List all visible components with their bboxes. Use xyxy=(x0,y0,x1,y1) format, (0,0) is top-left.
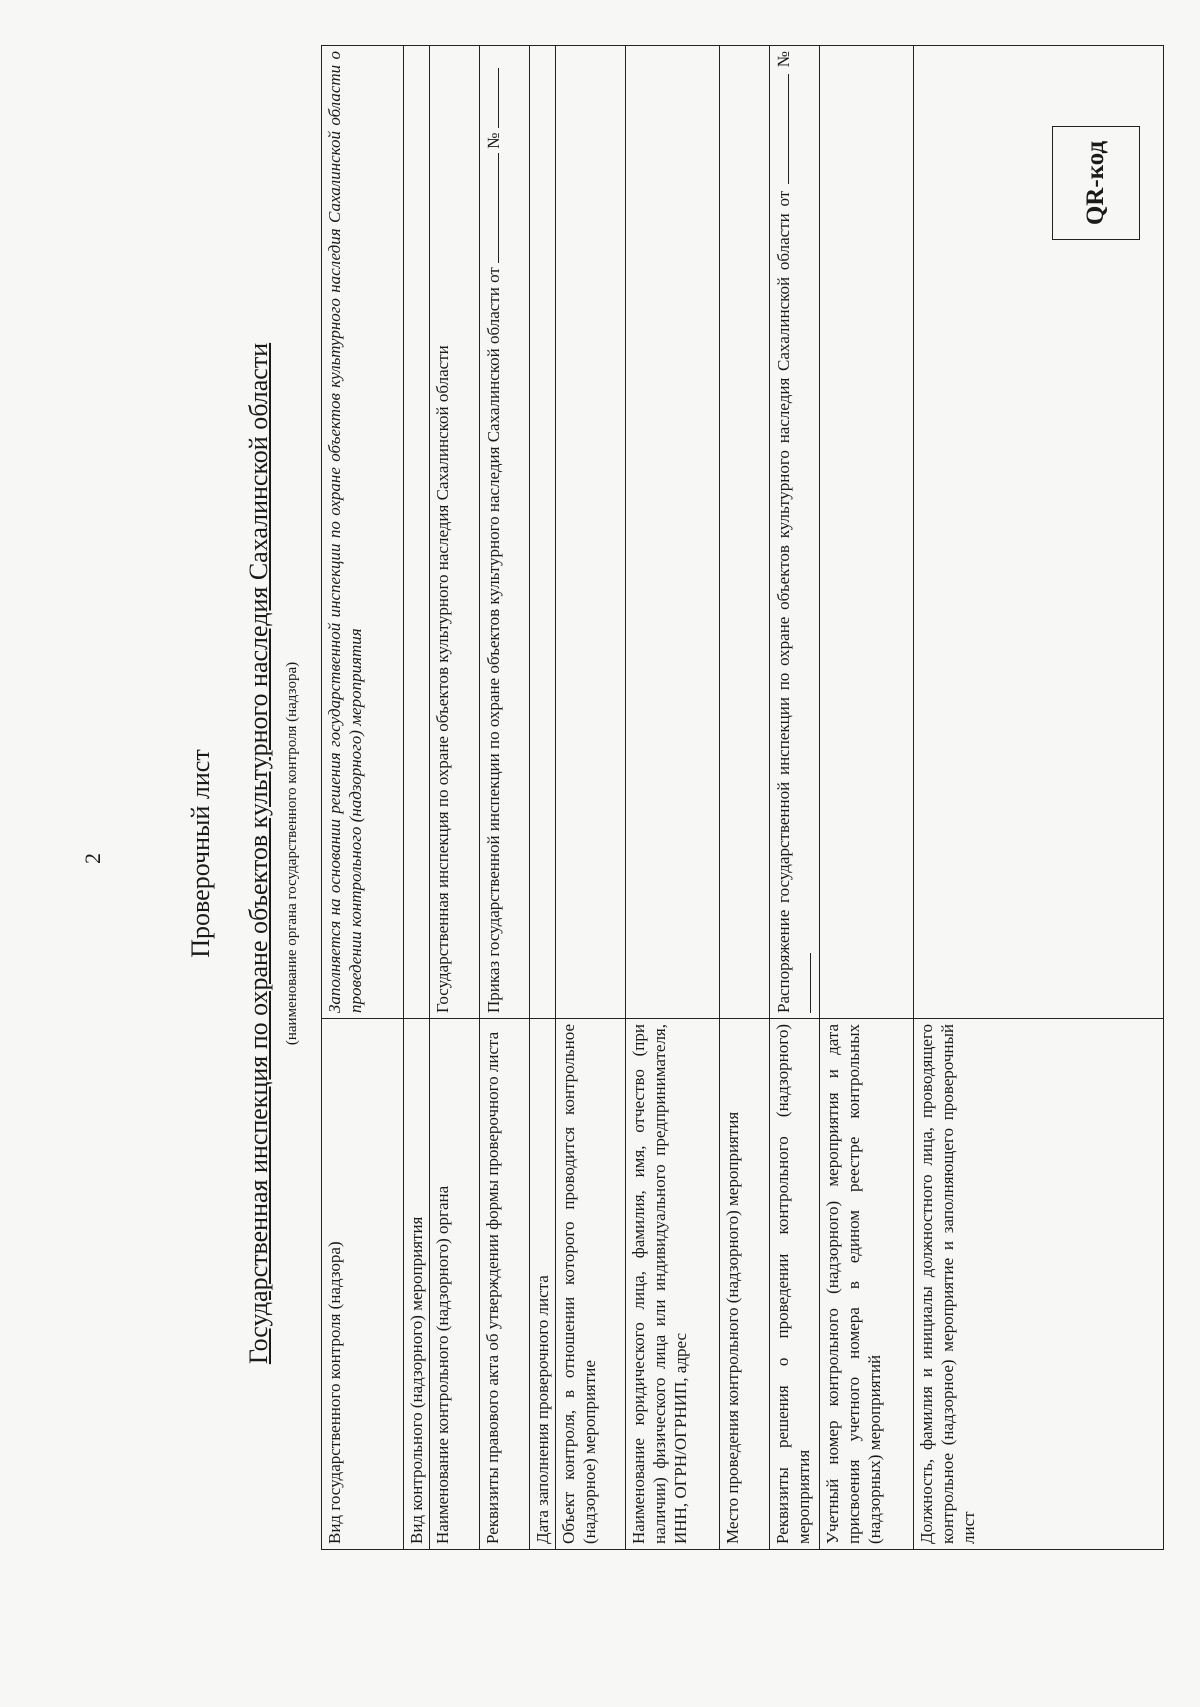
row-label: Наименование юридического лица, фамилия, имя, отчество (при наличии) физического лица или индивидуального предпринимателя, ИНН, ОГРН/ОГРНИП, адрес xyxy=(626,1019,720,1550)
row-label: Наименование контрольного (надзорного) органа xyxy=(430,1019,480,1550)
row-label: Вид государственного контроля (надзора) xyxy=(322,1019,404,1550)
table-row xyxy=(322,46,404,1550)
table-row xyxy=(430,46,480,1550)
table-row xyxy=(626,46,720,1550)
row-value xyxy=(530,46,556,1019)
row-label: Место проведения контрольного (надзорного) мероприятия xyxy=(720,1019,770,1550)
number-sign: № xyxy=(484,132,503,149)
row-label: Учетный номер контрольного (надзорного) мероприятия и дата присвоения учетного номера в едином реестре контрольных (надзорных) мероприятий xyxy=(820,1019,914,1550)
row-label: Реквизиты правового акта об утверждении формы проверочного листа xyxy=(480,1019,530,1550)
row-value xyxy=(404,46,430,1019)
row-value xyxy=(720,46,770,1019)
row-value-text: Приказ государственной инспекции по охране объектов культурного наследия Сахалинской области от xyxy=(484,267,503,1013)
row-value xyxy=(480,46,530,1019)
row-value xyxy=(770,46,820,1019)
row-value xyxy=(820,46,914,1019)
qr-code-placeholder: QR-код xyxy=(1052,126,1140,240)
page-number: 2 xyxy=(80,853,105,864)
row-label: Должность, фамилия и инициалы должностного лица, проводящего контрольное (надзорное) мероприятие и заполняющего проверочный лист xyxy=(914,1019,1164,1550)
row-label: Объект контроля, в отношении которого проводится контрольное (надзорное) мероприятие xyxy=(556,1019,626,1550)
row-label: Реквизиты решения о проведении контрольного (надзорного) мероприятия xyxy=(770,1019,820,1550)
inspection-name: Государственная инспекция по охране объектов культурного наследия Сахалинской области xyxy=(244,342,273,1365)
row-label: Дата заполнения проверочного листа xyxy=(530,1019,556,1550)
date-blank xyxy=(772,74,789,184)
table-row xyxy=(556,46,626,1550)
row-value xyxy=(914,46,1164,1019)
table-row xyxy=(914,46,1164,1550)
row-value: Заполняется на основании решения государственной инспекции по охране объектов культурного наследия Сахалинской области о проведении контрольного (надзорного) мероприятия xyxy=(322,46,404,1019)
inspection-caption: (наименование органа государственного контроля (надзора) xyxy=(284,661,300,1046)
table-row xyxy=(404,46,430,1550)
table-row xyxy=(720,46,770,1550)
table-row xyxy=(480,46,530,1550)
row-value xyxy=(556,46,626,1019)
row-label: Вид контрольного (надзорного) мероприятия xyxy=(404,1019,430,1550)
number-sign: № xyxy=(774,50,793,68)
number-blank xyxy=(794,953,811,1013)
table-row xyxy=(770,46,820,1550)
row-value xyxy=(626,46,720,1019)
number-blank xyxy=(482,68,499,128)
table-row xyxy=(820,46,914,1550)
checklist-info-table xyxy=(321,45,1164,1550)
date-blank xyxy=(482,153,499,263)
table-row xyxy=(530,46,556,1550)
row-value-text: Распоряжение государственной инспекции по охране объектов культурного наследия Сахалинской области от xyxy=(774,190,793,1013)
document-title: Проверочный лист xyxy=(186,749,215,958)
row-value: Государственная инспекция по охране объектов культурного наследия Сахалинской области xyxy=(430,46,480,1019)
